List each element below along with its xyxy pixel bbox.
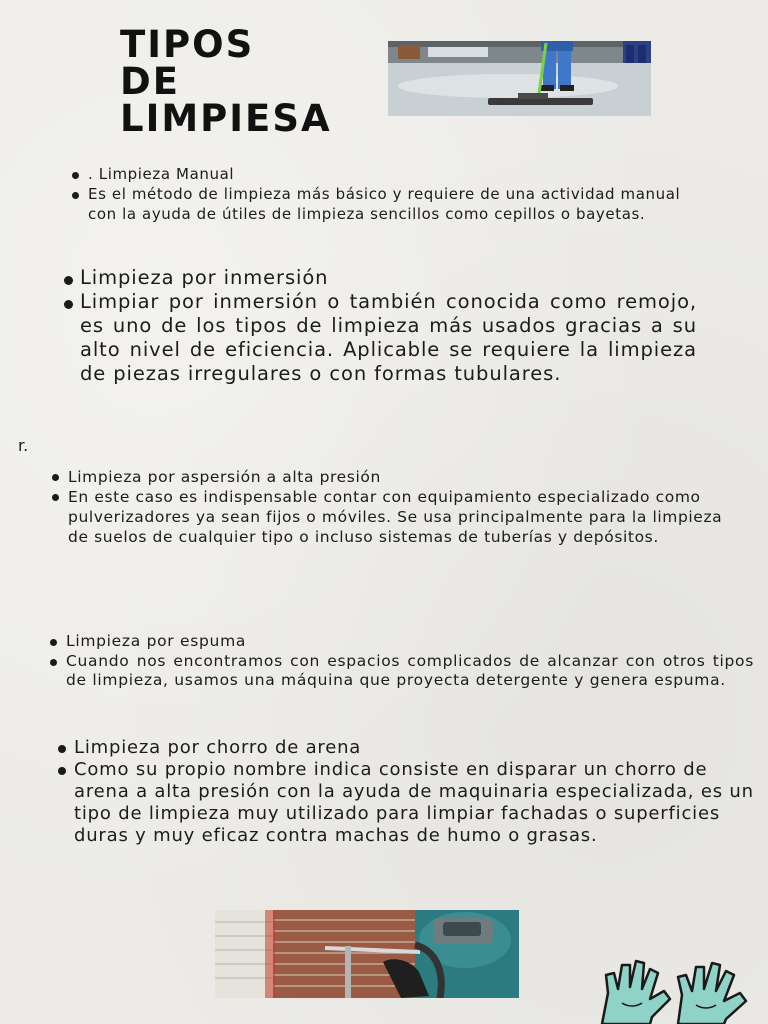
section-limpieza-aspersion (50, 467, 730, 547)
section-body: Cuando nos encontramos con espacios complicados de alcanzar con otros tipos de limpieza, usamos una máquina que proyecta detergente y genera espuma. (48, 652, 754, 691)
section-heading: Limpieza por espuma (48, 632, 754, 652)
floor-mopping-photo (388, 41, 651, 116)
section-heading: Limpieza por chorro de arena (56, 737, 768, 759)
section-heading: . Limpieza Manual (70, 164, 700, 184)
section-heading: Limpieza por aspersión a alta presión (50, 467, 730, 487)
stray-text: r. (18, 436, 29, 455)
section-body: Limpiar por inmersión o también conocida como remojo, es uno de los tipos de limpieza más usados gracias a su alto nivel de eficiencia. Aplicable se requiere la limpieza de piezas irregulares o con formas tubulares. (62, 290, 697, 386)
title-line-1: TIPOS (120, 23, 255, 66)
section-body: Como su propio nombre indica consiste en disparar un chorro de arena a alta presión con la ayuda de maquinaria especializada, es un tipo de limpieza muy utilizado para limpiar fachadas o superficies duras y muy eficaz contra machas de humo o grasas. (56, 759, 768, 847)
section-limpieza-espuma (48, 632, 754, 691)
sandblasting-photo (215, 910, 519, 998)
section-body: En este caso es indispensable contar con equipamiento especializado como pulverizadores ya sean fijos o móviles. Se usa principalmente para la limpieza de suelos de cualquier tipo o incluso sistemas de tuberías y depósitos. (50, 487, 730, 547)
section-body: Es el método de limpieza más básico y requiere de una actividad manual con la ayuda de útiles de limpieza sencillos como cepillos o bayetas. (70, 184, 700, 224)
title-line-3: LIMPIESA (120, 97, 332, 140)
section-limpieza-inmersion (62, 266, 697, 386)
section-heading: Limpieza por inmersión (62, 266, 697, 290)
gloves-illustration (598, 955, 768, 1024)
section-limpieza-chorro-arena (56, 737, 768, 847)
title-line-2: DE (120, 60, 180, 103)
section-limpieza-manual (70, 164, 700, 224)
